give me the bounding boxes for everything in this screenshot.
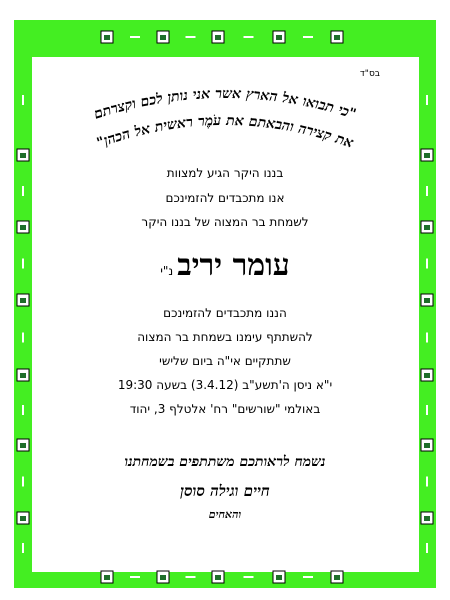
frame-dash-icon: [22, 95, 24, 105]
frame-square-inner: [334, 575, 340, 580]
frame-dash-icon: [426, 95, 428, 105]
frame-dash-icon: [426, 543, 428, 553]
frame-square-inner: [20, 153, 26, 158]
frame-dash-icon: [22, 543, 24, 553]
frame-dash-icon: [303, 36, 313, 38]
frame-square-inner: [424, 153, 430, 158]
frame-square-inner: [424, 298, 430, 303]
bsd-mark: בס"ד: [359, 69, 380, 79]
frame-dash-icon: [244, 36, 254, 38]
frame-square-inner: [104, 575, 110, 580]
closing-line-1: נשמח לראותכם משתתפים בשמחתנו: [124, 454, 326, 470]
celebrant-suffix: נ"י: [160, 264, 174, 278]
frame-dash-icon: [303, 576, 313, 578]
frame-dash-icon: [130, 576, 140, 578]
details-line-2: להשתתף עימנו בשמחת בר המצוה: [137, 330, 313, 344]
frame-square-inner: [160, 35, 166, 40]
verse-line-1: "כי תבואו אל הארץ אשר אני נותן לכם וקצרתם: [92, 85, 358, 123]
frame-square-inner: [215, 35, 221, 40]
curved-verse-graphic: [40, 78, 410, 158]
intro-line-3: לשמחת בר המצוה של בננו היקר: [141, 215, 309, 229]
frame-square-inner: [20, 443, 26, 448]
frame-square-inner: [160, 575, 166, 580]
verse-line-2: את קצירה והבאתם את עֹמֶר ראשית אל הכהן": [94, 112, 356, 152]
details-line-1: הננו מתכבדים להזמינכם: [163, 306, 287, 320]
frame-square-inner: [424, 443, 430, 448]
celebrant-name: עומר יריב: [177, 248, 290, 283]
frame-square-inner: [215, 575, 221, 580]
closing-siblings: והאחים: [208, 508, 242, 521]
frame-square-inner: [20, 298, 26, 303]
frame-dash-icon: [244, 576, 254, 578]
frame-dash-icon: [186, 36, 196, 38]
details-line-4: י"א ניסן ה'תשע"ב (3.4.12) בשעה 19:30: [117, 378, 333, 392]
opening-verse: [40, 78, 410, 158]
svg-text:את קצירה והבאתם את עֹמֶר ראשית: [95, 113, 355, 152]
intro-line-2: אנו מתכבדים להזמינכם: [165, 191, 285, 205]
hosts-names: חיים וגילה סוסן: [180, 482, 270, 500]
frame-dash-icon: [130, 36, 140, 38]
frame-square-inner: [276, 35, 282, 40]
details-line-5: באולמי "שורשים" רח' אלטלף 3, יהוד: [129, 402, 321, 416]
celebrant-block: [0, 248, 450, 283]
frame-square-inner: [104, 35, 110, 40]
frame-square-inner: [334, 35, 340, 40]
intro-line-1: בננו היקר הגיע למצוות: [166, 166, 284, 180]
details-line-3: שתתקיים אי"ה ביום שלישי: [159, 354, 291, 368]
frame-dash-icon: [186, 576, 196, 578]
frame-square-inner: [276, 575, 282, 580]
